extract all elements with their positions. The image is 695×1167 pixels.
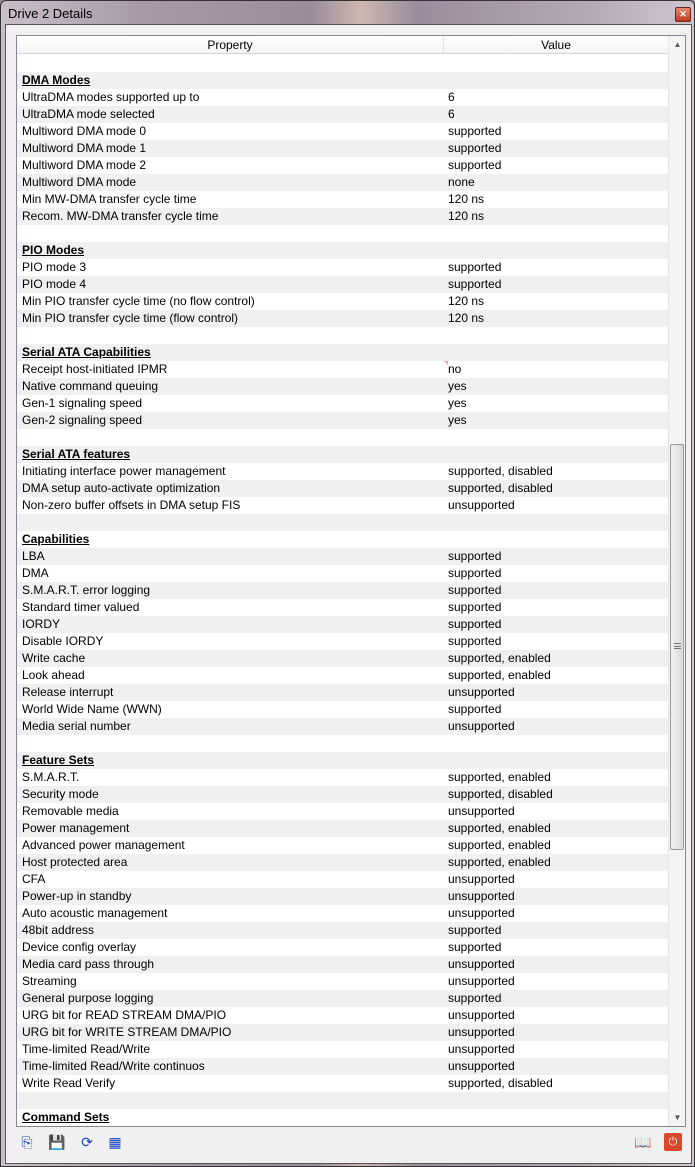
value-cell: supported, disabled	[448, 481, 553, 495]
value-cell: unsupported	[448, 498, 515, 512]
property-cell	[17, 429, 448, 446]
table-row[interactable]	[17, 905, 668, 922]
value-cell: yes	[448, 379, 467, 393]
value-cell: no	[448, 362, 462, 376]
property-cell	[17, 55, 448, 72]
value-cell: 120 ns	[448, 192, 485, 206]
property-cell	[17, 225, 448, 242]
value-cell: unsupported	[448, 957, 515, 971]
column-width-icon[interactable]: ▦	[108, 1134, 122, 1150]
table-row[interactable]	[17, 514, 668, 531]
value-cell: supported	[448, 583, 502, 597]
value-cell: unsupported	[448, 872, 515, 886]
property-cell: Time-limited Read/Write	[22, 1042, 151, 1056]
table-row[interactable]	[17, 1058, 668, 1075]
scrollbar-thumb[interactable]	[670, 444, 684, 850]
value-cell: supported	[448, 549, 502, 563]
property-cell: DMA setup auto-activate optimization	[22, 481, 221, 495]
property-cell: Media card pass through	[22, 957, 155, 971]
value-cell: supported	[448, 940, 502, 954]
table-row[interactable]	[17, 1075, 668, 1092]
table-row[interactable]	[17, 463, 668, 480]
property-cell: DMA Modes	[22, 73, 91, 87]
table-row[interactable]	[17, 871, 668, 888]
value-cell: 6	[448, 90, 455, 104]
value-cell: supported, enabled	[448, 651, 551, 665]
table-row[interactable]	[17, 174, 668, 191]
section-header-row[interactable]	[17, 446, 668, 463]
table-row[interactable]	[17, 599, 668, 616]
comment-marker-icon	[444, 361, 448, 365]
property-cell: Multiword DMA mode 1	[22, 141, 147, 155]
property-cell: Min PIO transfer cycle time (flow control)	[22, 311, 239, 325]
value-cell: supported, enabled	[448, 838, 551, 852]
property-cell: Advanced power management	[22, 838, 185, 852]
property-cell: Security mode	[22, 787, 99, 801]
property-cell: Power management	[22, 821, 130, 835]
scroll-down-arrow-icon[interactable]: ▼	[673, 1113, 682, 1122]
property-cell: Gen-1 signaling speed	[22, 396, 143, 410]
property-cell: World Wide Name (WWN)	[22, 702, 162, 716]
value-cell: supported	[448, 158, 502, 172]
property-cell: S.M.A.R.T. error logging	[22, 583, 151, 597]
section-header-row[interactable]	[17, 242, 668, 259]
window-title: Drive 2 Details	[8, 6, 93, 21]
table-row[interactable]	[17, 1092, 668, 1109]
value-cell: unsupported	[448, 685, 515, 699]
power-icon[interactable]: ⏻	[664, 1133, 682, 1151]
property-cell: Write cache	[22, 651, 86, 665]
table-row[interactable]	[17, 939, 668, 956]
property-cell: Device config overlay	[22, 940, 137, 954]
table-row[interactable]	[17, 208, 668, 225]
property-cell: CFA	[22, 872, 46, 886]
property-cell: Min PIO transfer cycle time (no flow control)	[22, 294, 255, 308]
property-cell: Command Sets	[22, 1110, 110, 1124]
value-cell: supported	[448, 124, 502, 138]
table-row[interactable]	[17, 1007, 668, 1024]
property-list	[16, 35, 686, 1127]
table-row[interactable]	[17, 684, 668, 701]
section-header-row[interactable]	[17, 1109, 668, 1126]
property-cell: Removable media	[22, 804, 119, 818]
property-cell	[17, 1092, 448, 1109]
table-row[interactable]	[17, 123, 668, 140]
value-cell: 120 ns	[448, 311, 485, 325]
property-cell: Multiword DMA mode 2	[22, 158, 147, 172]
value-cell: unsupported	[448, 1042, 515, 1056]
property-cell	[17, 735, 448, 752]
table-row[interactable]	[17, 820, 668, 837]
value-cell: supported, disabled	[448, 787, 553, 801]
property-cell: Host protected area	[22, 855, 128, 869]
value-cell: unsupported	[448, 1059, 515, 1073]
scroll-up-arrow-icon[interactable]: ▲	[673, 40, 682, 49]
table-row[interactable]	[17, 701, 668, 718]
property-cell: Write Read Verify	[22, 1076, 116, 1090]
value-cell: 120 ns	[448, 294, 485, 308]
table-row[interactable]	[17, 803, 668, 820]
property-cell: S.M.A.R.T.	[22, 770, 80, 784]
table-row[interactable]	[17, 361, 668, 378]
table-row[interactable]	[17, 548, 668, 565]
table-row[interactable]	[17, 225, 668, 242]
table-row[interactable]	[17, 395, 668, 412]
value-cell: supported	[448, 617, 502, 631]
table-row[interactable]	[17, 735, 668, 752]
value-cell: supported	[448, 141, 502, 155]
table-row[interactable]	[17, 956, 668, 973]
property-cell: Recom. MW-DMA transfer cycle time	[22, 209, 219, 223]
table-row[interactable]	[17, 327, 668, 344]
property-cell: Multiword DMA mode 0	[22, 124, 147, 138]
property-cell: Streaming	[22, 974, 77, 988]
value-cell: supported, enabled	[448, 668, 551, 682]
value-cell: yes	[448, 396, 467, 410]
table-row[interactable]	[17, 973, 668, 990]
section-header-row[interactable]	[17, 752, 668, 769]
table-row[interactable]	[17, 769, 668, 786]
table-row[interactable]	[17, 888, 668, 905]
property-cell: UltraDMA mode selected	[22, 107, 155, 121]
property-cell: Disable IORDY	[22, 634, 104, 648]
property-cell: Receipt host-initiated IPMR	[22, 362, 168, 376]
property-cell: Non-zero buffer offsets in DMA setup FIS	[22, 498, 241, 512]
property-cell: General purpose logging	[22, 991, 154, 1005]
property-cell: PIO mode 4	[22, 277, 87, 291]
table-row[interactable]	[17, 718, 668, 735]
value-cell: unsupported	[448, 1008, 515, 1022]
value-cell: unsupported	[448, 1025, 515, 1039]
property-cell: Auto acoustic management	[22, 906, 168, 920]
value-cell: none	[448, 175, 475, 189]
property-cell: Release interrupt	[22, 685, 114, 699]
table-row[interactable]	[17, 480, 668, 497]
table-row[interactable]	[17, 140, 668, 157]
value-cell: supported, disabled	[448, 464, 553, 478]
table-row[interactable]	[17, 650, 668, 667]
help-book-icon[interactable]: 📖	[634, 1134, 652, 1150]
value-cell: unsupported	[448, 906, 515, 920]
client-area	[5, 24, 692, 1164]
grip-icon	[674, 643, 681, 649]
table-row[interactable]	[17, 786, 668, 803]
property-cell: Serial ATA features	[22, 447, 131, 461]
property-cell	[17, 514, 448, 531]
property-cell: Media serial number	[22, 719, 131, 733]
property-cell: Native command queuing	[22, 379, 159, 393]
table-row[interactable]	[17, 293, 668, 310]
value-cell: unsupported	[448, 974, 515, 988]
table-row[interactable]	[17, 191, 668, 208]
table-row[interactable]	[17, 1024, 668, 1041]
property-cell: Standard timer valued	[22, 600, 140, 614]
table-row[interactable]	[17, 412, 668, 429]
table-row[interactable]	[17, 429, 668, 446]
value-cell: unsupported	[448, 719, 515, 733]
property-cell: UltraDMA modes supported up to	[22, 90, 200, 104]
table-row[interactable]	[17, 259, 668, 276]
property-cell: URG bit for WRITE STREAM DMA/PIO	[22, 1025, 232, 1039]
value-cell: 6	[448, 107, 455, 121]
property-cell: PIO mode 3	[22, 260, 87, 274]
value-cell: supported	[448, 260, 502, 274]
section-header-row[interactable]	[17, 72, 668, 89]
value-cell: supported	[448, 600, 502, 614]
list-header	[17, 36, 668, 54]
copy-icon[interactable]: ⎘	[21, 1134, 33, 1150]
table-row[interactable]	[17, 89, 668, 106]
property-cell: Min MW-DMA transfer cycle time	[22, 192, 197, 206]
value-cell: 120 ns	[448, 209, 485, 223]
table-row[interactable]	[17, 378, 668, 395]
property-cell: Multiword DMA mode	[22, 175, 137, 189]
close-button[interactable]: ✕	[675, 7, 691, 22]
table-row[interactable]	[17, 1041, 668, 1058]
property-cell	[17, 327, 448, 344]
property-cell: Gen-2 signaling speed	[22, 413, 143, 427]
property-cell: LBA	[22, 549, 45, 563]
property-cell: 48bit address	[22, 923, 95, 937]
value-cell: supported	[448, 277, 502, 291]
table-row[interactable]	[17, 922, 668, 939]
value-cell: supported	[448, 923, 502, 937]
table-row[interactable]	[17, 667, 668, 684]
section-header-row[interactable]	[17, 344, 668, 361]
vertical-scrollbar[interactable]	[668, 36, 685, 1126]
value-cell: supported, disabled	[448, 1076, 553, 1090]
refresh-icon[interactable]: ⟳	[81, 1134, 93, 1150]
value-cell: supported, enabled	[448, 770, 551, 784]
column-header-property[interactable]: Property	[17, 36, 444, 53]
table-row[interactable]	[17, 616, 668, 633]
value-cell: yes	[448, 413, 467, 427]
property-cell: Initiating interface power management	[22, 464, 226, 478]
value-cell: supported	[448, 634, 502, 648]
value-cell: supported	[448, 991, 502, 1005]
property-cell: PIO Modes	[22, 243, 85, 257]
column-header-value[interactable]: Value	[541, 38, 571, 52]
list-rows	[17, 55, 668, 1126]
property-cell: Look ahead	[22, 668, 85, 682]
value-cell: supported	[448, 566, 502, 580]
property-cell: Capabilities	[22, 532, 90, 546]
table-row[interactable]	[17, 310, 668, 327]
property-cell: Power-up in standby	[22, 889, 132, 903]
property-cell: Serial ATA Capabilities	[22, 345, 151, 359]
property-cell: URG bit for READ STREAM DMA/PIO	[22, 1008, 227, 1022]
property-cell: Time-limited Read/Write continuos	[22, 1059, 205, 1073]
table-row[interactable]	[17, 565, 668, 582]
table-row[interactable]	[17, 157, 668, 174]
table-row[interactable]	[17, 106, 668, 123]
property-cell: DMA	[22, 566, 49, 580]
table-row[interactable]	[17, 854, 668, 871]
value-cell: unsupported	[448, 889, 515, 903]
value-cell: unsupported	[448, 804, 515, 818]
value-cell: supported, enabled	[448, 855, 551, 869]
table-row[interactable]	[17, 497, 668, 514]
table-row[interactable]	[17, 837, 668, 854]
table-row[interactable]	[17, 276, 668, 293]
table-row[interactable]	[17, 990, 668, 1007]
table-row[interactable]	[17, 55, 668, 72]
table-row[interactable]	[17, 582, 668, 599]
value-cell: supported, enabled	[448, 821, 551, 835]
table-row[interactable]	[17, 633, 668, 650]
property-cell: Feature Sets	[22, 753, 95, 767]
save-icon[interactable]: 💾	[48, 1134, 66, 1150]
value-cell: supported	[448, 702, 502, 716]
section-header-row[interactable]	[17, 531, 668, 548]
property-cell: IORDY	[22, 617, 61, 631]
